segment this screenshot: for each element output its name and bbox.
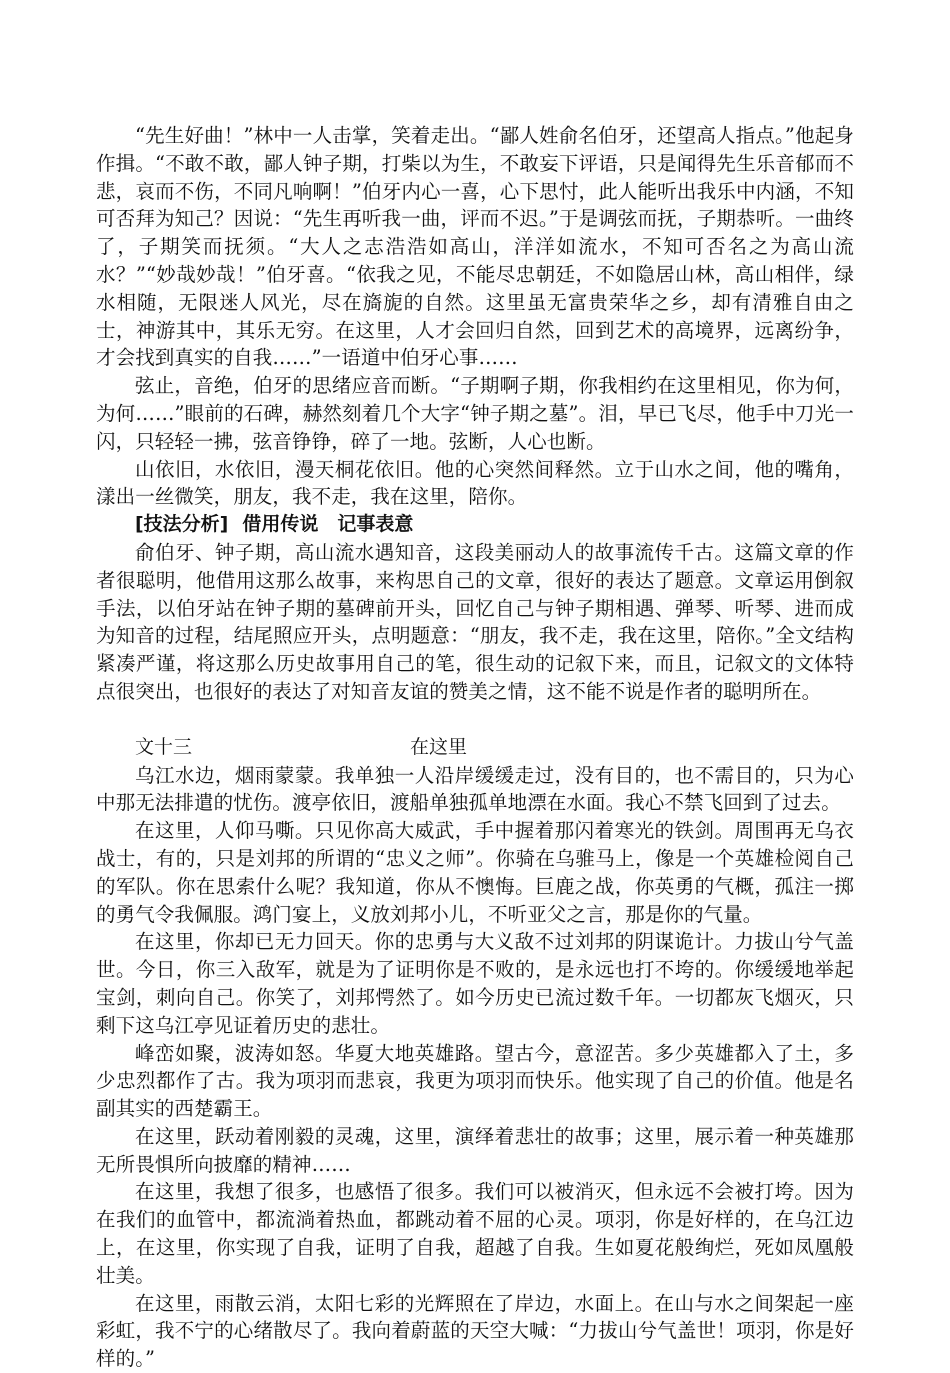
essay-paragraph: 峰峦如聚，波涛如怒。华夏大地英雄路。望古今，意涩苦。多少英雄都入了土，多少忠烈都作了古。我为项羽而悲哀，我更为项羽而快乐。他实现了自己的价值。他是名副其实的西楚霸王。 — [96, 1041, 854, 1121]
document-page — [96, 122, 854, 1373]
essay-number: 文十三 — [135, 735, 193, 758]
section-spacer — [96, 706, 854, 734]
analysis-title: 借用传说 记事表意 — [242, 513, 414, 536]
paragraph-string-broken: 弦止，音绝，伯牙的思绪应音而断。“子期啊子期，你我相约在这里相见，你为何，为何……”眼前的石碑，赫然刻着几个大字“钟子期之墓”。泪，早已飞尽，他手中刀光一闪，只轻轻一拂，弦音铮铮，碎了一地。弦断，人心也断。 — [96, 374, 854, 453]
essay-paragraph: 在这里，我想了很多，也感悟了很多。我们可以被消灭，但永远不会被打垮。因为在我们的血管中，都流淌着热血，都跳动着不屈的心灵。项羽，你是好样的，在乌江边上，在这里，你实现了自我，证明了自我，超越了自我。生如夏花般绚烂，死如凤凰般壮美。 — [96, 1180, 854, 1287]
analysis-label: [技法分析] — [135, 513, 229, 536]
essay-title-row — [96, 734, 854, 762]
analysis-heading — [96, 511, 854, 539]
essay-paragraph: 在这里，你却已无力回天。你的忠勇与大义敌不过刘邦的阴谋诡计。力拔山兮气盖世。今日，你三入敌军，就是为了证明你是不败的，是永远也打不垮的。你缓缓地举起宝剑，刺向自己。你笑了，刘邦愕然了。如今历史已流过数千年。一切都灰飞烟灭，只剩下这乌江亭见证着历史的悲壮。 — [96, 930, 854, 1037]
analysis-paragraph: 俞伯牙、钟子期，高山流水遇知音，这段美丽动人的故事流传千古。这篇文章的作者很聪明，他借用这那么故事，来构思自己的文章，很好的表达了题意。文章运用倒叙手法，以伯牙站在钟子期的墓碑前开头，回忆自己与钟子期相遇、弹琴、听琴、进而成为知音的过程，结尾照应开头，点明题意：“朋友，我不走，我在这里，陪你。”全文结构紧凑严谨，将这那么历史故事用自己的笔，很生动的记叙下来，而且，记叙文的文体特点很突出，也很好的表达了对知音友谊的赞美之情，这不能不说是作者的聪明所在。 — [96, 540, 854, 703]
paragraph-ending: 山依旧，水依旧，漫天桐花依旧。他的心突然间释然。立于山水之间，他的嘴角，漾出一丝微笑，朋友，我不走，我在这里，陪你。 — [96, 457, 854, 509]
paragraph-dialogue: “先生好曲！”林中一人击掌，笑着走出。“鄙人姓俞名伯牙，还望高人指点。”他起身作揖。“不敢不敢，鄙人钟子期，打柴以为生，不敢妄下评语，只是闻得先生乐音郁而不悲，哀而不伤，不同凡响啊！”伯牙内心一喜，心下思忖，此人能听出我乐中内涵，不知可否拜为知己？因说：“先生再听我一曲，评而不迟。”于是调弦而抚，子期恭听。一曲终了，子期笑而抚须。“大人之志浩浩如高山，洋洋如流水，不知可否名之为高山流水？”“妙哉妙哉！”伯牙喜。“依我之见，不能尽忠朝廷，不如隐居山林，高山相伴，绿水相随，无限迷人风光，尽在旖旎的自然。这里虽无富贵荣华之乡，却有清雅自由之士，神游其中，其乐无穷。在这里，人才会回归自然，回到艺术的高境界，远离纷争，才会找到真实的自我……”一语道中伯牙心事…… — [96, 124, 854, 370]
essay-paragraph: 在这里，人仰马嘶。只见你高大威武，手中握着那闪着寒光的铁剑。周围再无乌衣战士，有的，只是刘邦的所谓的“忠义之师”。你骑在乌骓马上，像是一个英雄检阅自己的军队。你在思索什么呢？我知道，你从不懊悔。巨鹿之战，你英勇的气概，孤注一掷的勇气令我佩服。鸿门宴上，义放刘邦小儿，不听亚父之言，那是你的气量。 — [96, 819, 854, 926]
essay-paragraph: 在这里，雨散云消，太阳七彩的光辉照在了岸边，水面上。在山与水之间架起一座彩虹，我不宁的心绪散尽了。我向着蔚蓝的天空大喊：“力拔山兮气盖世！项羽，你是好样的。” — [96, 1291, 854, 1371]
essay-paragraph: 乌江水边，烟雨蒙蒙。我单独一人沿岸缓缓走过，没有目的，也不需目的，只为心中那无法排遣的忧伤。渡亭依旧，渡船单独孤单地漂在水面。我心不禁飞回到了过去。 — [96, 763, 854, 815]
essay-paragraph: 在这里，跃动着刚毅的灵魂，这里，演绎着悲壮的故事；这里，展示着一种英雄那无所畏惧所向披靡的精神…… — [96, 1124, 854, 1176]
essay-title: 在这里 — [410, 735, 468, 758]
